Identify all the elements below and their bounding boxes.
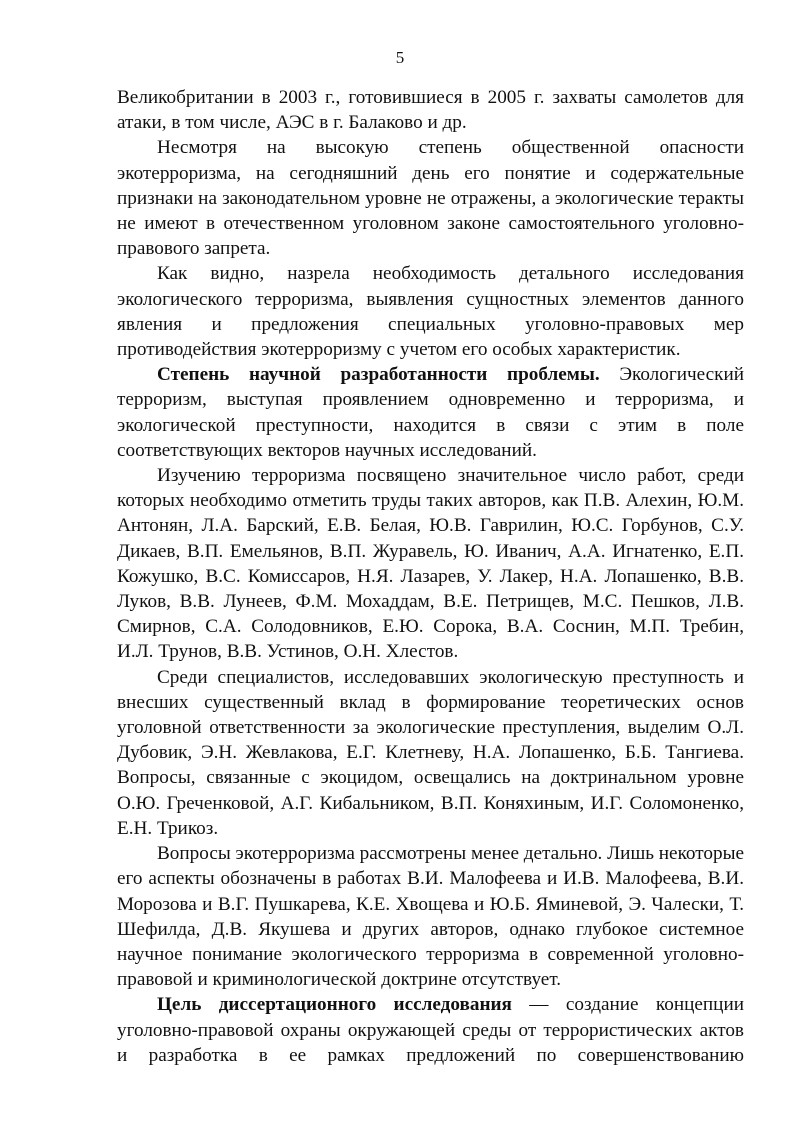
research-degree-heading: Степень научной разработанности проблемы. [157, 364, 600, 386]
paragraph-public-danger: Несмотря на высокую степень общественной опасности экотерроризма, на сегодняшний день его понятие и содержательные признаки на законодательном уровне не отражены, а экологические теракты не имеют в отечественном уголовном законе самостоятельного уголовно-правового запрета. [117, 137, 744, 260]
paragraph-terrorism-authors: Изучению терроризма посвящено значительное число работ, среди которых необходимо отметить труды таких авторов, как П.В. Алехин, Ю.М. Антонян, Л.А. Барский, Е.В. Белая, Ю.В. Гаврилин, Ю.С. Горбунов, С.У. Дикаев, В.П. Емельянов, В.П. Журавель, Ю. Иванич, А.А. Игнатенко, Е.П. Кожушко, В.С. Комиссаров, Н.Я. Лазарев, У. Лакер, Н.А. Лопашенко, В.В. Луков, В.В. Лунеев, Ф.М. Мохаддам, В.Е. Петрищев, М.С. Пешков, Л.В. Смирнов, С.А. Солодовников, Е.Ю. Сорока, В.А. Соснин, М.П. Требин, И.Л. Трунов, В.В. Устинов, О.Н. Хлестов. [117, 465, 744, 663]
research-goal-text: — создание концепции уголовно-правовой охраны окружающей среды от террористических актов и разработка в ее рамках предложений по совершенствованию [117, 994, 744, 1066]
paragraph-research-degree [117, 362, 744, 463]
paragraph-research-goal [117, 992, 744, 1068]
research-goal-heading: Цель диссертационного исследования [157, 994, 512, 1016]
paragraph-continuation: Великобритании в 2003 г., готовившиеся в 2005 г. захваты самолетов для атаки, в том числе, АЭС в г. Балаково и др. [117, 87, 744, 134]
page-number: 5 [395, 48, 405, 67]
paragraph-ecological-crime-authors: Среди специалистов, исследовавших экологическую преступность и внесших существенный вклад в формирование теоретических основ уголовной ответственности за экологические преступления, выделим О.Л. Дубовик, Э.Н. Жевлакова, Е.Г. Клетневу, Н.А. Лопашенко, Б.Б. Тангиева. Вопросы, связанные с экоцидом, освещались на доктринальном уровне О.Ю. Греченковой, А.Г. Кибальником, В.П. Коняхиным, И.Г. Соломоненко, Е.Н. Трикоз. [117, 666, 744, 839]
paragraph-research-need: Как видно, назрела необходимость детального исследования экологического терроризма, выявления сущностных элементов данного явления и предложения специальных уголовно-правовых мер противодействия экотерроризму с учетом его особых характеристик. [117, 263, 744, 361]
research-degree-text: Экологический терроризм, выступая проявлением одновременно и терроризма, и экологической преступности, находится в связи с этим в поле соответствующих векторов научных исследований. [117, 364, 744, 461]
paragraph-ecoterrorism-studies: Вопросы экотерроризма рассмотрены менее детально. Лишь некоторые его аспекты обозначены в работах В.И. Малофеева и И.В. Малофеева, В.И. Морозова и В.Г. Пушкарева, К.Е. Хвощева и Ю.Б. Яминевой, Э. Чалески, Т. Шефилда, Д.В. Якушева и других авторов, однако глубокое системное научное понимание экологического терроризма в современной уголовно-правовой и криминологической доктрине отсутствует. [117, 843, 744, 991]
document-body [117, 85, 744, 1068]
